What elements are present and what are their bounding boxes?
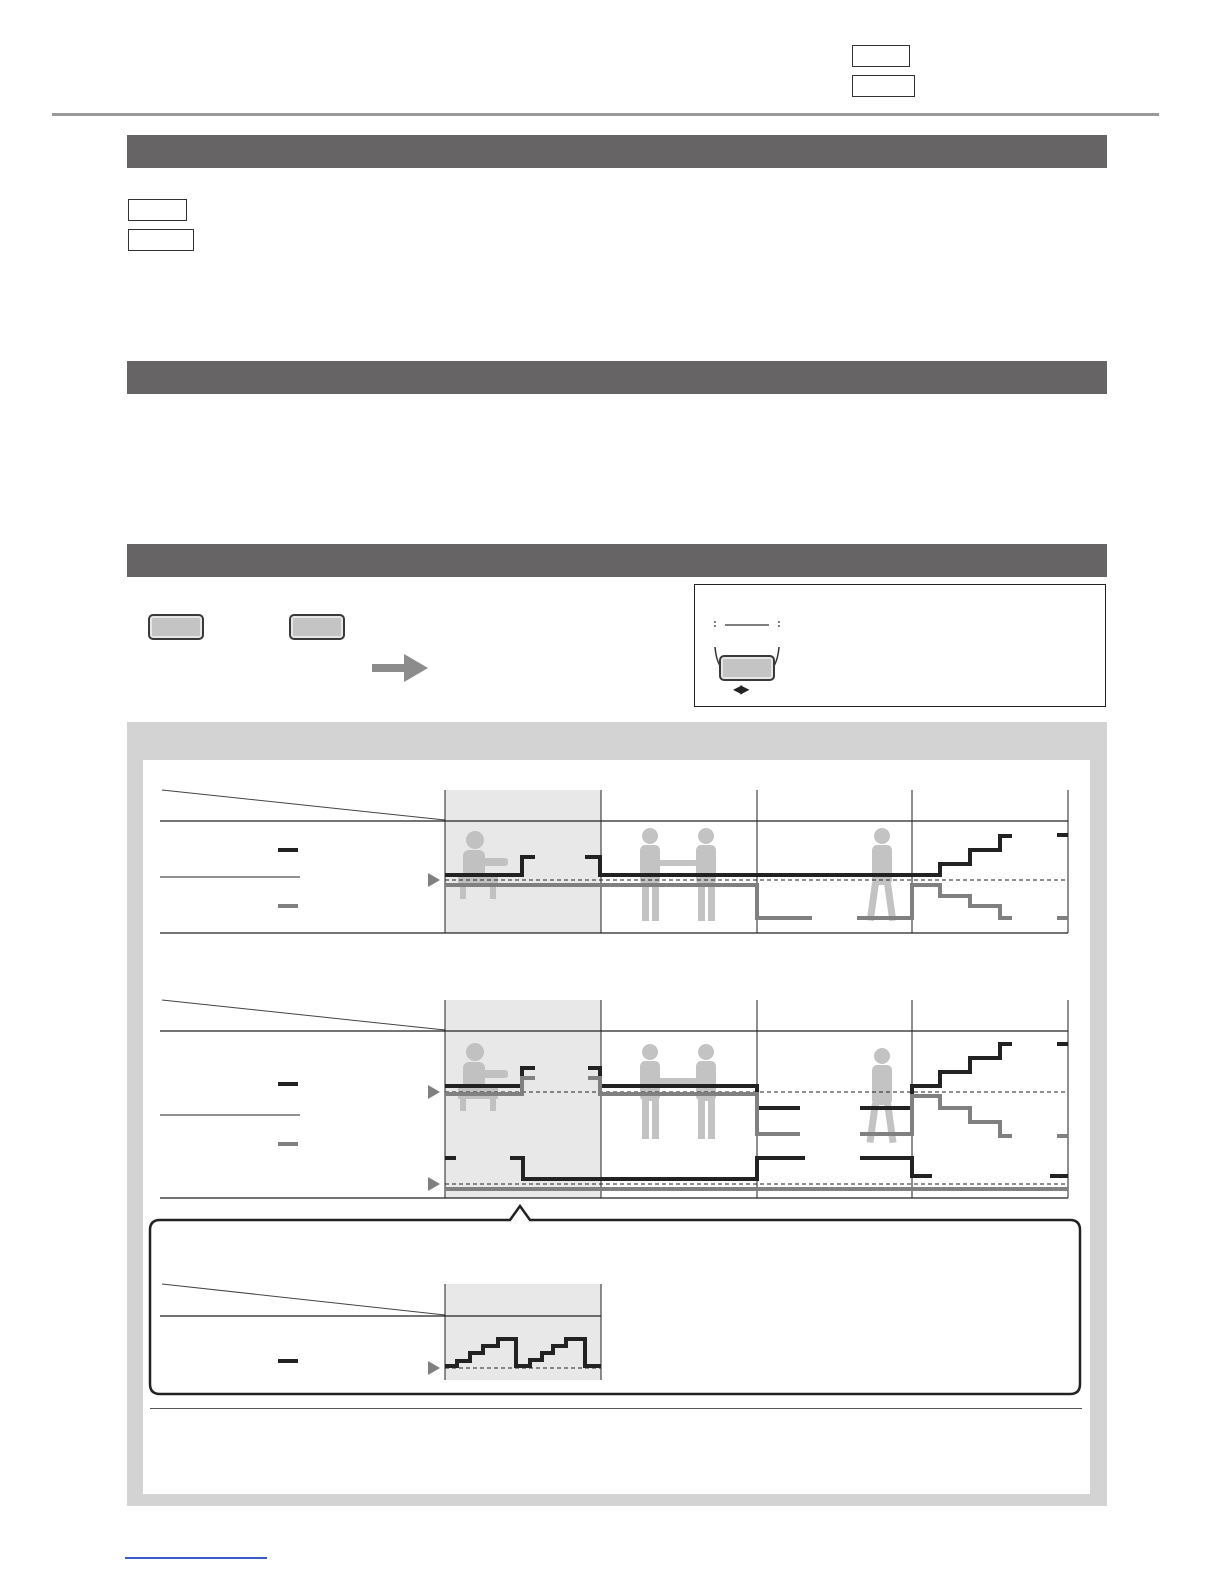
panel-footer-divider: [150, 1408, 1082, 1409]
info-box-key: [719, 655, 775, 681]
section-1-tag-box-1: [128, 199, 187, 221]
section-1-tag-box-2: [128, 229, 194, 251]
triangle-marker-icon: [428, 1177, 440, 1191]
key-button-2: [289, 614, 345, 640]
left-right-arrows-icon: ◀▶: [733, 682, 748, 696]
header-tag-box-2: [852, 75, 915, 97]
diagram-1: [160, 788, 1072, 938]
diagram-2: [160, 998, 1072, 1203]
walking-person-icon: [866, 1048, 896, 1143]
triangle-marker-icon: [428, 1085, 440, 1099]
triangle-marker-icon: [428, 1361, 440, 1375]
diagram-3: [160, 1282, 605, 1382]
triangle-marker-icon: [428, 873, 440, 887]
section-2-title-bar: [127, 361, 1107, 394]
footer-link[interactable]: [125, 1557, 267, 1559]
info-box: [694, 584, 1106, 707]
header-divider: [52, 113, 1159, 116]
arrow-right-icon: [372, 654, 428, 682]
key-button-1: [148, 614, 204, 640]
section-3-title-bar: [127, 544, 1107, 577]
header-tag-box-1: [852, 45, 910, 67]
section-1-title-bar: [127, 135, 1107, 168]
